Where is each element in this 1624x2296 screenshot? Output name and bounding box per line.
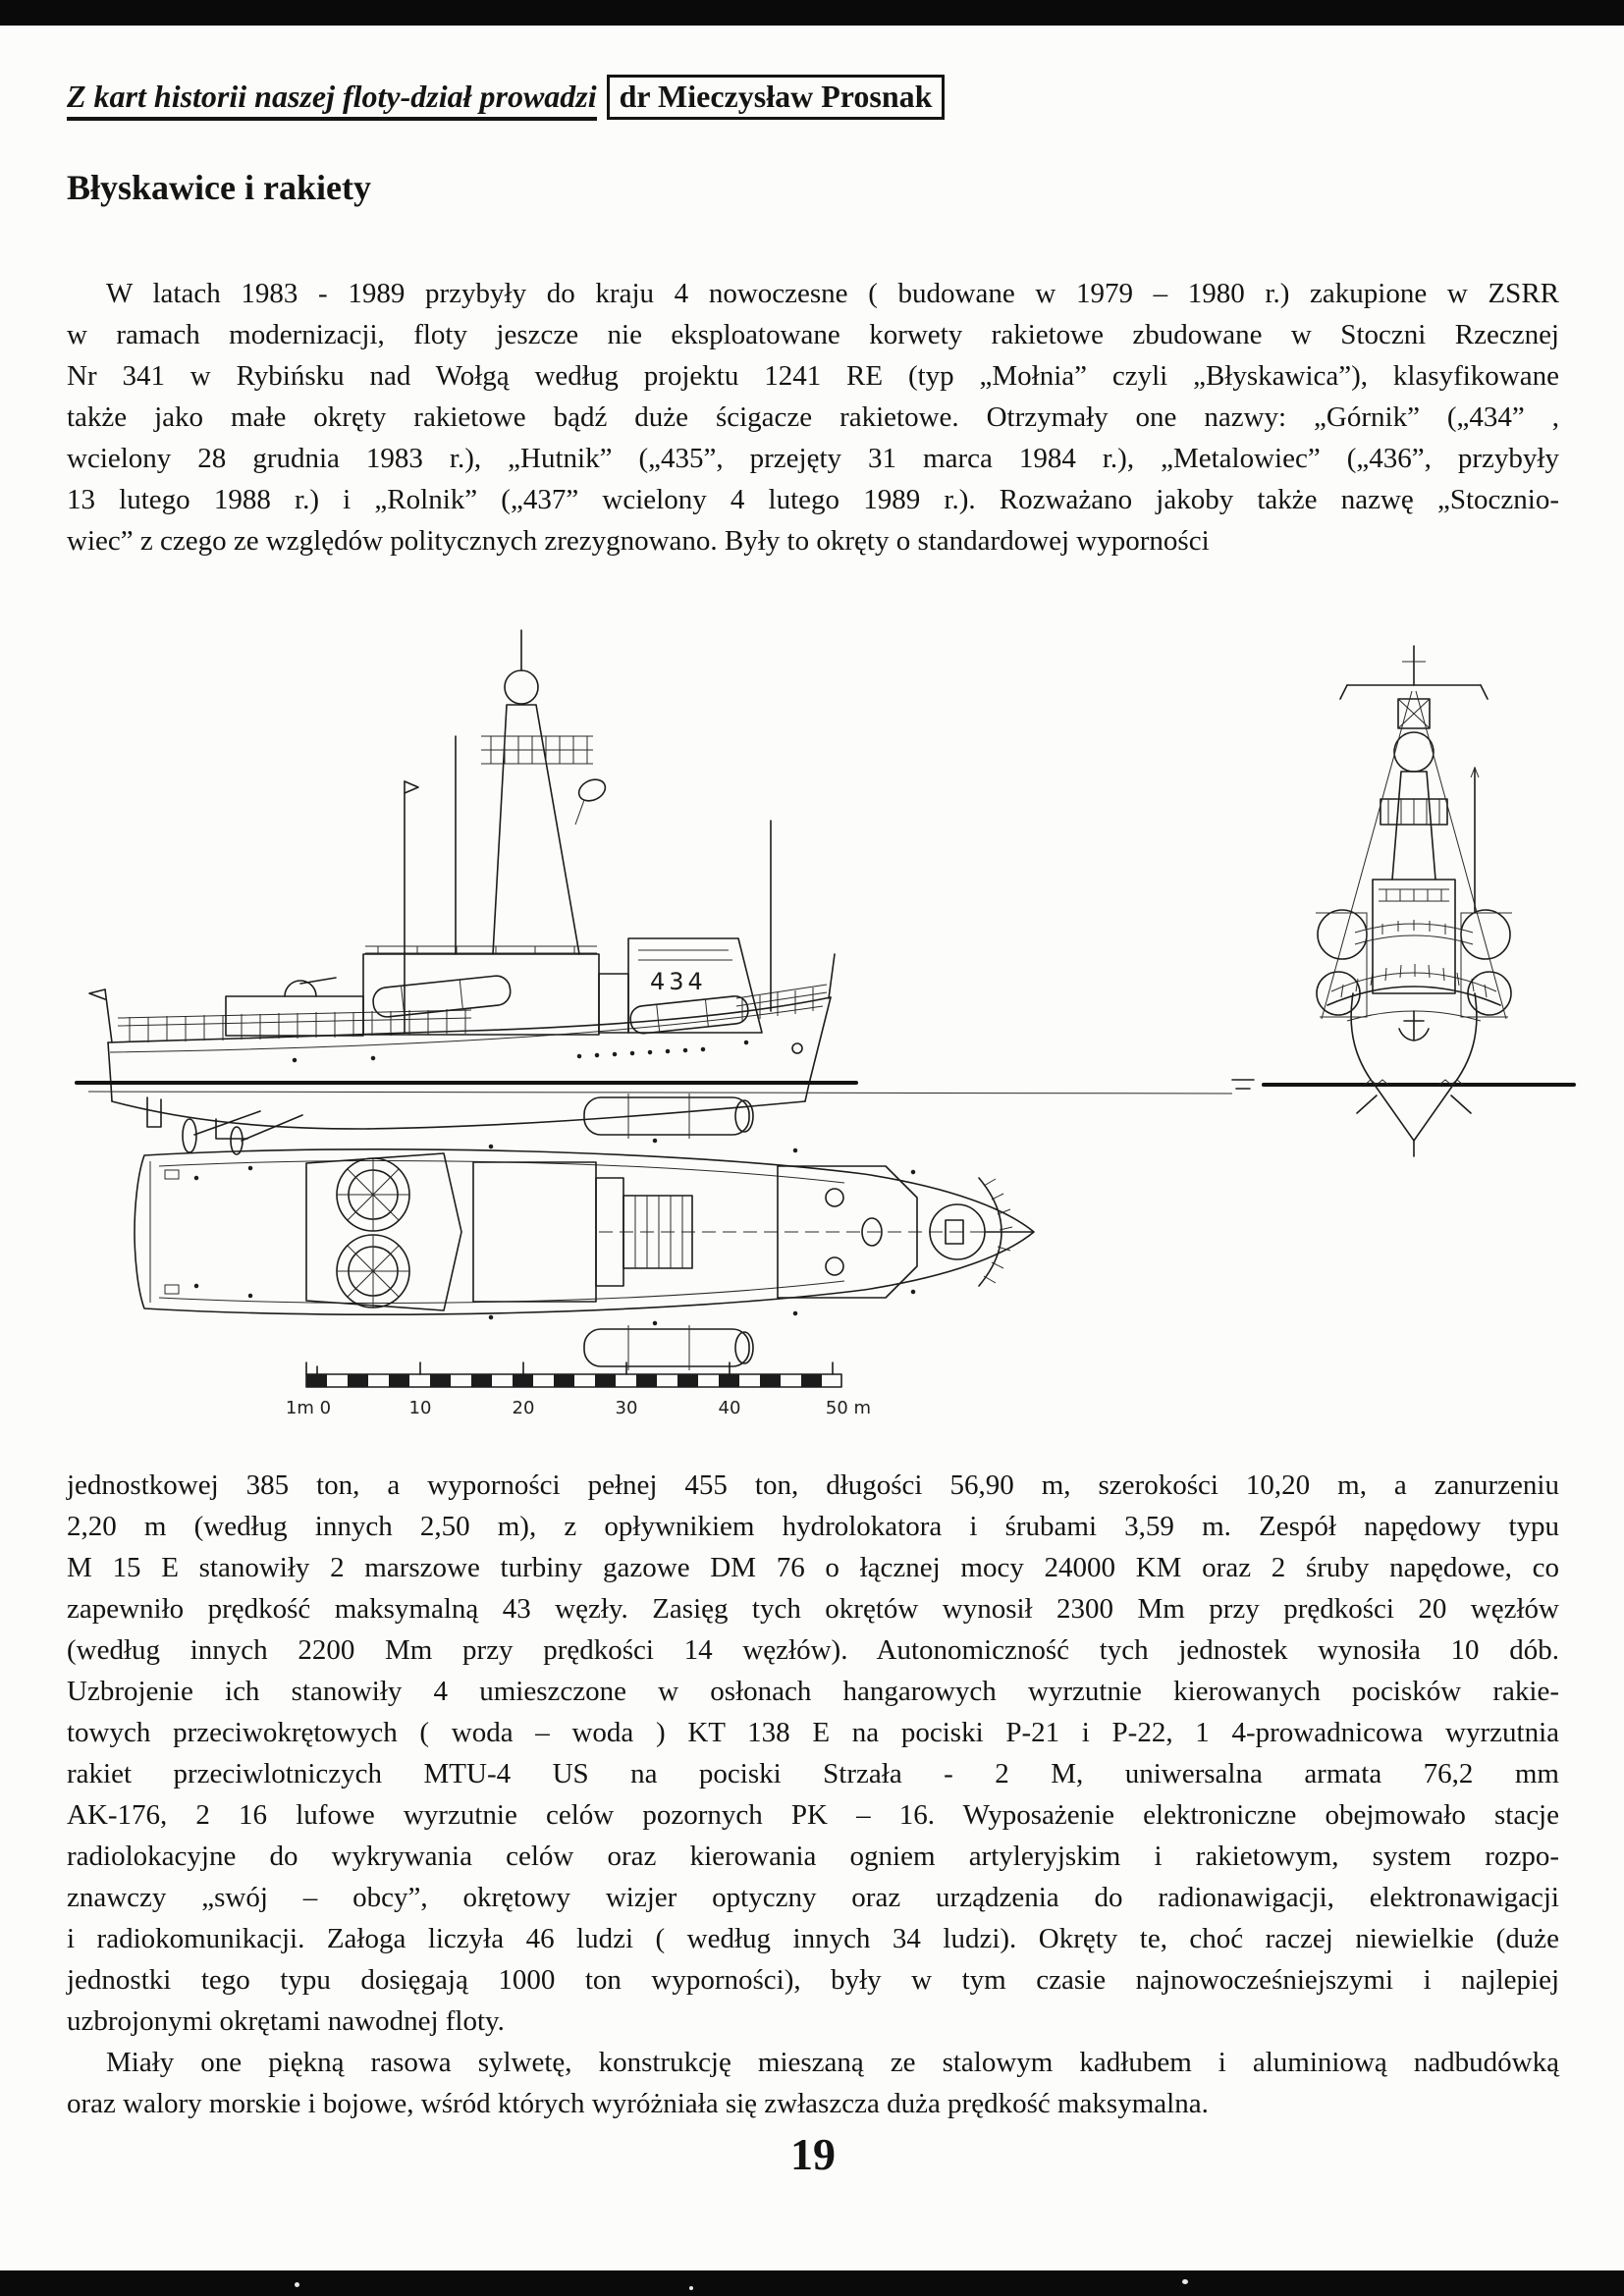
top-plan-view (135, 1094, 1034, 1370)
scale-label-40m: 40 (718, 1398, 741, 1418)
text-line: Uzbrojenie ich stanowiły 4 umieszczone w osłonach hangarowych wyrzutnie kierowanych pocisków rakie- (67, 1676, 1559, 1707)
text-line: i radiokomunikacji. Załoga liczyła 46 ludzi ( według innych 34 ludzi). Okręty te, choć raczej niewielkie (duże (67, 1923, 1559, 1954)
scan-edge-top (0, 0, 1624, 26)
text-line: oraz walory morskie i bojowe, wśród których wyróżniała się zwłaszcza duża prędkość maksymalna. (67, 2088, 1209, 2119)
article-title: Błyskawice i rakiety (67, 168, 371, 207)
text-line: 2,20 m (według innych 2,50 m), z opływnikiem hydrolokatora i śrubami 3,59 m. Zespół napędowy typu (67, 1511, 1559, 1542)
scale-label-10m: 10 (408, 1398, 432, 1418)
text-line: także jako małe okręty rakietowe bądź duże ścigacze rakietowe. Otrzymały one nazwy: „Górnik” („434” , (67, 401, 1559, 433)
scale-label-50m: 50 m (825, 1398, 872, 1418)
paragraph-intro (67, 273, 1559, 561)
text-line: wcielony 28 grudnia 1983 r.), „Hutnik” („435”, przejęty 31 marca 1984 r.), „Metalowiec” („436”, przybyły (67, 443, 1559, 474)
hull-number-side: 434 (650, 968, 707, 995)
text-line: jednostki tego typu dosięgają 1000 ton wyporności), były w tym czasie najnowocześniejszymi i najlepiej (67, 1964, 1559, 1996)
editor-credit-box: dr Mieczysław Prosnak (607, 75, 946, 120)
series-title: Z kart historii naszej floty-dział prowadzi (67, 79, 597, 121)
text-line: radiolokacyjne do wykrywania celów oraz kierowania ogniem artyleryjskim i rakietowym, system rozpo- (67, 1841, 1559, 1872)
scan-edge-bottom (0, 2270, 1624, 2296)
text-line: rakiet przeciwlotniczych MTU-4 US na pociski Strzała - 2 M, uniwersalna armata 76,2 mm (67, 1758, 1559, 1789)
paragraph-closing (67, 2042, 1559, 2124)
bow-front-view (1232, 646, 1574, 1156)
text-line: Miały one piękną rasowa sylwetę, konstrukcję mieszaną ze stalowym kadłubem i aluminiową nadbudówką (106, 2047, 1559, 2078)
text-line: jednostkowej 385 ton, a wyporności pełnej 455 ton, długości 56,90 m, szerokości 10,20 m, a zanurzeniu (67, 1469, 1559, 1501)
text-line: AK-176, 2 16 lufowe wyrzutnie celów pozornych PK – 16. Wyposażenie elektroniczne obejmowało stacje (67, 1799, 1559, 1831)
page-number: 19 (790, 2129, 836, 2179)
section-header (67, 79, 1559, 115)
text-line: wiec” z czego ze względów politycznych zrezygnowano. Były to okręty o standardowej wyporności (67, 525, 1210, 557)
text-line: zapewniło prędkość maksymalną 43 węzły. Zasięg tych okrętów wynosił 2300 Mm przy prędkości 20 węzłów (67, 1593, 1559, 1625)
text-line: Nr 341 w Rybińsku nad Wołgą według projektu 1241 RE (typ „Mołnia” czyli „Błyskawica”), klasyfikowane (67, 360, 1559, 392)
text-line: znawczy „swój – obcy”, okrętowy wizjer optyczny oraz urządzenia do radionawigacji, elektronawigacji (67, 1882, 1559, 1913)
text-line: W latach 1983 - 1989 przybyły do kraju 4 nowoczesne ( budowane w 1979 – 1980 r.) zakupione w ZSRR (106, 278, 1559, 309)
ship-line-drawings (49, 589, 1581, 1453)
text-line: towych przeciwokrętowych ( woda – woda ) KT 138 E na pociski P-21 i P-22, 1 4-prowadnicowa wyrzutnia (67, 1717, 1559, 1748)
text-line: (według innych 2200 Mm przy prędkości 14 węzłów). Autonomiczność tych jednostek wynosiła 10 dób. (67, 1634, 1559, 1666)
text-line: 13 lutego 1988 r.) i „Rolnik” („437” wcielony 4 lutego 1989 r.). Rozważano jakoby także nazwę „Stocznio- (67, 484, 1559, 515)
ship-drawings-figure (49, 589, 1581, 1453)
scale-bar (306, 1362, 841, 1387)
scale-label-20m: 20 (512, 1398, 535, 1418)
text-line: M 15 E stanowiły 2 marszowe turbiny gazowe DM 76 o łącznej mocy 24000 KM oraz 2 śruby napędowe, co (67, 1552, 1559, 1583)
scale-label-30m: 30 (615, 1398, 638, 1418)
side-profile-view (77, 630, 1232, 1154)
paragraph-specs (67, 1465, 1559, 2042)
text-line: w ramach modernizacji, floty jeszcze nie eksploatowane korwety rakietowe zbudowane w Stoczni Rzecznej (67, 319, 1559, 350)
scale-label-0m: 1m 0 (285, 1398, 332, 1418)
text-line: uzbrojonymi okrętami nawodnej floty. (67, 2005, 505, 2037)
